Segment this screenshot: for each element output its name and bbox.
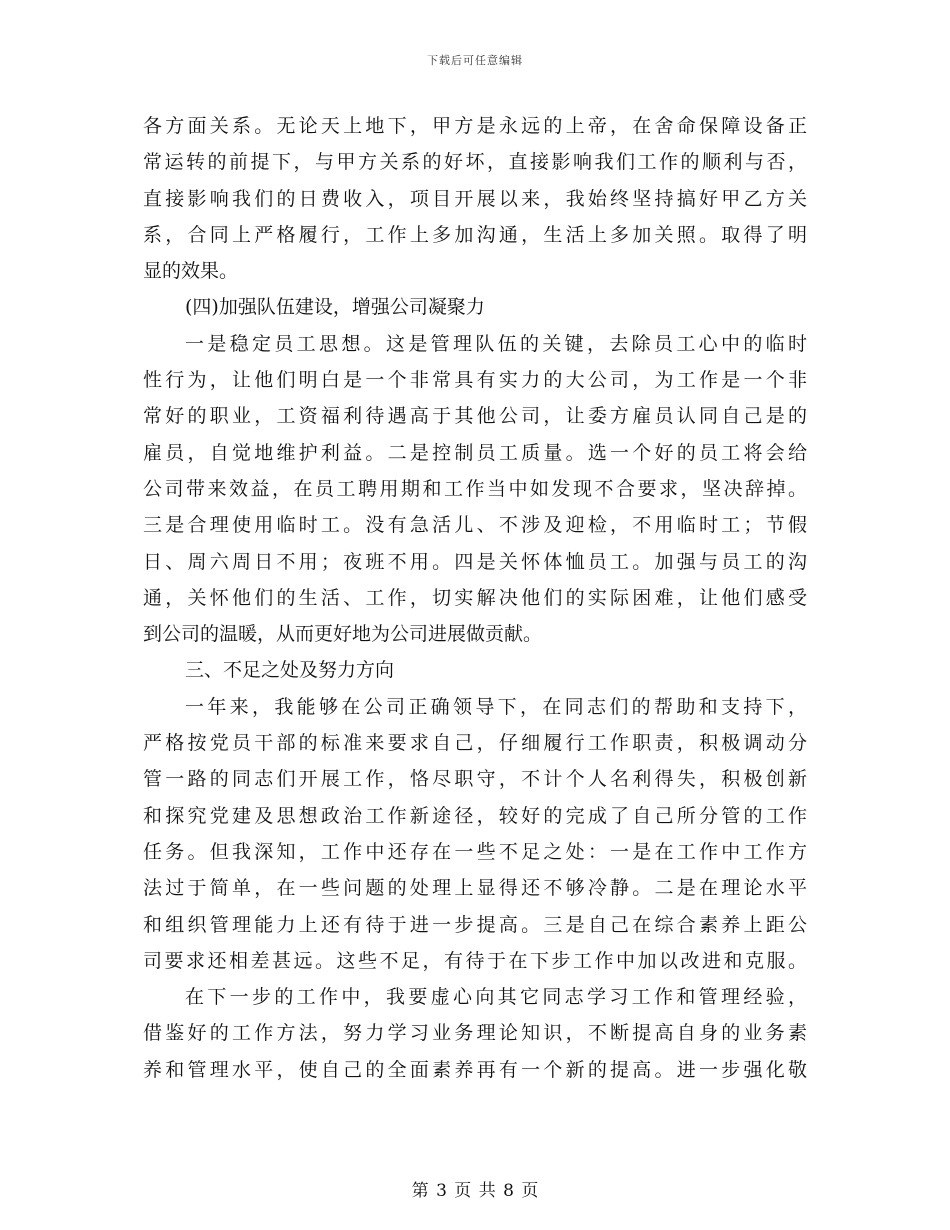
text-line: (四)加强队伍建设，增强公司凝聚力 <box>185 296 485 319</box>
text-line: 系，合同上严格履行，工作上多加沟通，生活上多加关照。取得了明 <box>143 223 807 246</box>
text-line: 日、周六周日不用；夜班不用。四是关怀体恤员工。加强与员工的沟 <box>143 550 807 573</box>
text-line: 管一路的同志们开展工作，恪尽职守，不计个人名利得失，积极创新 <box>143 768 807 791</box>
text-line: 一是稳定员工思想。这是管理队伍的关键，去除员工心中的临时 <box>185 332 807 355</box>
text-line: 常运转的前提下，与甲方关系的好坏，直接影响我们工作的顺利与否， <box>143 151 807 174</box>
text-line: 法过于简单，在一些问题的处理上显得还不够冷静。二是在理论水平 <box>143 877 807 900</box>
text-line: 到公司的温暖，从而更好地为公司进展做贡献。 <box>143 623 543 646</box>
text-line: 一年来，我能够在公司正确领导下，在同志们的帮助和支持下， <box>185 695 807 718</box>
text-line: 性行为，让他们明白是一个非常具有实力的大公司，为工作是一个非 <box>143 369 807 392</box>
text-line: 三、不足之处及努力方向 <box>185 659 395 682</box>
text-line: 常好的职业，工资福利待遇高于其他公司，让委方雇员认同自己是的 <box>143 405 807 428</box>
page-number: 第 3 页 共 8 页 <box>411 1181 539 1201</box>
text-line: 各方面关系。无论天上地下，甲方是永远的上帝，在舍命保障设备正 <box>143 115 807 137</box>
text-line: 雇员，自觉地维护利益。二是控制员工质量。选一个好的员工将会给 <box>143 441 807 464</box>
text-line: 通，关怀他们的生活、工作，切实解决他们的实际困难，让他们感受 <box>143 586 807 609</box>
text-line: 借鉴好的工作方法，努力学习业务理论知识，不断提高自身的业务素 <box>143 1022 807 1045</box>
text-line: 司要求还相差甚远。这些不足，有待于在下步工作中加以改进和克服。 <box>143 949 807 972</box>
text-line: 显的效果。 <box>143 260 239 283</box>
text-line: 公司带来效益，在员工聘用期和工作当中如发现不合要求，坚决辞掉。 <box>143 477 807 500</box>
text-line: 直接影响我们的日费收入，项目开展以来，我始终坚持搞好甲乙方关 <box>143 187 807 210</box>
text-line: 三是合理使用临时工。没有急活儿、不涉及迎检，不用临时工；节假 <box>143 514 807 537</box>
text-line: 在下一步的工作中，我要虚心向其它同志学习工作和管理经验， <box>185 986 807 1009</box>
text-line: 和探究党建及思想政治工作新途径，较好的完成了自己所分管的工作 <box>143 804 807 827</box>
text-line: 和组织管理能力上还有待于进一步提高。三是自己在综合素养上距公 <box>143 913 807 936</box>
page-header: 下载后可任意编辑 <box>427 54 523 67</box>
text-line: 任务。但我深知，工作中还存在一些不足之处：一是在工作中工作方 <box>143 840 807 863</box>
text-line: 严格按党员干部的标准来要求自己，仔细履行工作职责，积极调动分 <box>143 732 807 755</box>
text-line: 养和管理水平，使自己的全面素养再有一个新的提高。进一步强化敬 <box>143 1058 807 1081</box>
document-body <box>143 108 807 1088</box>
